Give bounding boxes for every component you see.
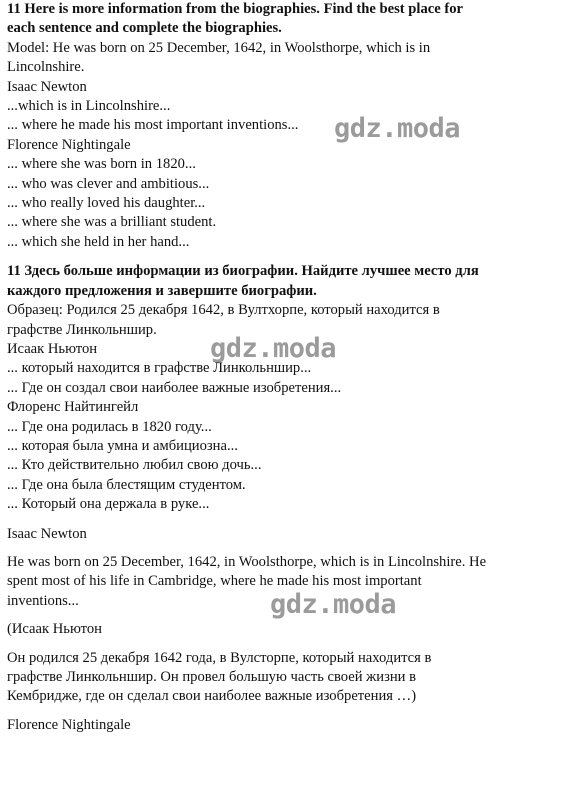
clause-item: ... Где она родилась в 1820 году... [7, 418, 212, 435]
answer-line: inventions... [7, 592, 79, 609]
clause-item: ...which is in Lincolnshire... [7, 98, 171, 115]
watermark: gdz.moda [270, 589, 397, 620]
exercise-page [7, 0, 559, 735]
next-answer-title: Florence Nightingale [7, 716, 131, 733]
model-sentence-line: графстве Линкольншир. [7, 321, 157, 338]
answer-line: He was born on 25 December, 1642, in Woolsthorpe, which is in Lincolnshire. He [7, 553, 487, 570]
exercise-heading-line: 11 Here is more information from the biographies. Find the best place for [7, 1, 464, 17]
exercise-heading-line: each sentence and complete the biographies. [7, 20, 282, 37]
model-sentence-line: Образец: Родился 25 декабря 1642, в Вултхорпе, который находится в [7, 302, 440, 319]
clause-item: ... who was clever and ambitious... [7, 175, 210, 192]
answer-title: Isaac Newton [7, 525, 87, 542]
model-sentence-line: Lincolnshire. [7, 59, 85, 76]
clause-item: ... where he made his most important inventions... [7, 117, 299, 134]
clause-item: ... Где он создал свои наиболее важные изобретения... [7, 379, 342, 396]
clause-item: ... who really loved his daughter... [7, 195, 206, 212]
person-name: Isaac Newton [7, 78, 87, 95]
clause-item: ... where she was born in 1820... [7, 156, 196, 173]
clause-item: ... который находится в графстве Линкольншир... [7, 360, 312, 377]
clause-item: ... которая была умна и амбициозна... [7, 437, 238, 454]
answer-line: spent most of his life in Cambridge, where he made his most important [7, 573, 422, 590]
person-name: Флоренс Найтингейл [7, 399, 139, 416]
person-name: Исаак Ньютон [7, 340, 98, 357]
answer-line-russian: Он родился 25 декабря 1642 года, в Вулсторпе, который находится в [7, 649, 432, 666]
answer-title-russian: (Исаак Ньютон [7, 621, 102, 638]
clause-item: ... which she held in her hand... [7, 233, 190, 250]
answer-line-russian: графстве Линкольншир. Он провел большую часть своей жизни в [7, 669, 417, 685]
exercise-heading-line: каждого предложения и завершите биографии. [7, 282, 317, 299]
watermark: gdz.moda [210, 333, 337, 364]
watermark: gdz.moda [334, 113, 461, 144]
clause-item: ... Где она была блестящим студентом. [7, 476, 246, 493]
exercise-heading-line: 11 Здесь больше информации из биографии. Найдите лучшее место для [7, 263, 479, 280]
answer-line-russian: Кембридже, где он сделал свои наиболее важные изобретения …) [7, 688, 417, 705]
model-sentence-line: Model: He was born on 25 December, 1642, in Woolsthorpe, which is in [7, 39, 431, 56]
person-name: Florence Nightingale [7, 136, 131, 153]
clause-item: ... Кто действительно любил свою дочь... [7, 457, 262, 474]
clause-item: ... Который она держала в руке... [7, 496, 210, 513]
clause-item: ... where she was a brilliant student. [7, 214, 217, 231]
